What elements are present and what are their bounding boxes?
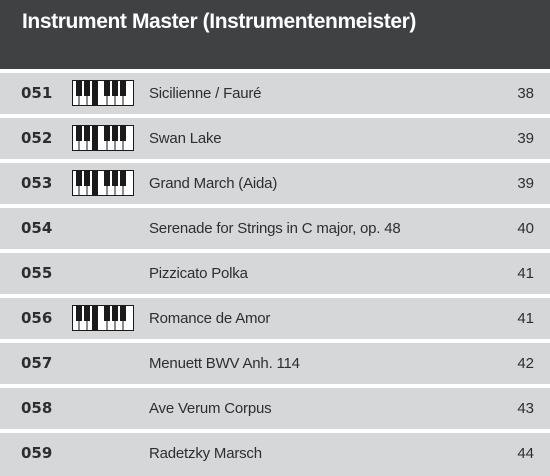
page-number: 44 [517,445,534,462]
song-list [0,73,550,476]
page-number: 38 [517,85,534,102]
song-title: Menuett BWV Anh. 114 [149,355,300,372]
song-number: 052 [21,129,53,147]
page-number: 39 [517,130,534,147]
piano-keyboard-icon [72,80,134,106]
page-number: 41 [517,265,534,282]
song-title: Radetzky Marsch [149,445,262,462]
list-item[interactable] [0,208,550,253]
list-item[interactable] [0,73,550,118]
song-number: 051 [21,84,53,102]
piano-keyboard-icon [72,305,134,331]
song-title: Sicilienne / Fauré [149,85,262,102]
song-number: 053 [21,174,53,192]
page-number: 43 [517,400,534,417]
song-number: 059 [21,444,53,462]
list-item[interactable] [0,163,550,208]
page-number: 42 [517,355,534,372]
list-item[interactable] [0,343,550,388]
header-bar [0,0,550,69]
list-item[interactable] [0,253,550,298]
page-number: 39 [517,175,534,192]
song-title: Pizzicato Polka [149,265,248,282]
list-item[interactable] [0,298,550,343]
song-title: Romance de Amor [149,310,271,327]
song-number: 058 [21,399,53,417]
song-title: Serenade for Strings in C major, op. 48 [149,220,401,237]
list-item[interactable] [0,388,550,433]
song-number: 055 [21,264,53,282]
song-number: 057 [21,354,53,372]
page-title: Instrument Master (Instrumentenmeister) [22,10,416,33]
list-item[interactable] [0,118,550,163]
list-item[interactable] [0,433,550,476]
piano-keyboard-icon [72,125,134,151]
song-title: Ave Verum Corpus [149,400,272,417]
song-number: 054 [21,219,53,237]
page-number: 40 [517,220,534,237]
song-number: 056 [21,309,53,327]
song-title: Grand March (Aida) [149,175,278,192]
page-number: 41 [517,310,534,327]
song-title: Swan Lake [149,130,222,147]
piano-keyboard-icon [72,170,134,196]
